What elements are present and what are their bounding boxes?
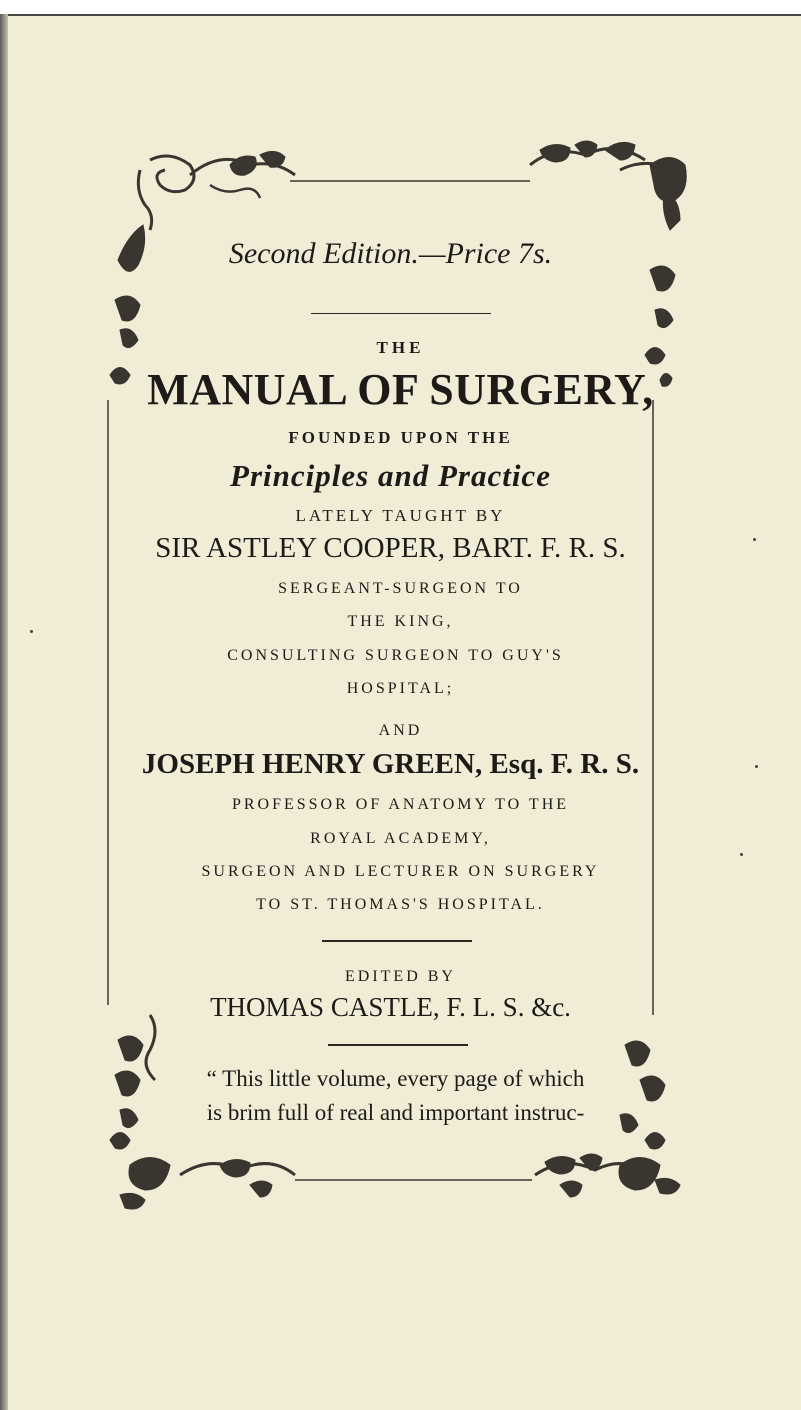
title-article: THE xyxy=(376,338,425,357)
book-title: MANUAL OF SURGERY, xyxy=(147,365,654,414)
lately-line: LATELY TAUGHT BY xyxy=(295,506,506,525)
paper-speck xyxy=(740,853,743,856)
paper-speck xyxy=(753,538,756,541)
divider-rule xyxy=(328,1044,468,1046)
conjunction: AND xyxy=(378,722,423,739)
author-green: JOSEPH HENRY GREEN, Esq. F. R. S. xyxy=(141,748,640,780)
author-role: HOSPITAL; xyxy=(346,680,455,697)
author-role: CONSULTING SURGEON TO GUY'S xyxy=(227,647,564,664)
edited-by-line: EDITED BY xyxy=(345,968,456,985)
paper-speck xyxy=(30,630,33,633)
founded-line: FOUNDED UPON THE xyxy=(288,428,513,447)
quote-line: “ This little volume, every page of which xyxy=(206,1066,585,1091)
author-role: SERGEANT-SURGEON TO xyxy=(278,580,523,597)
paper-speck xyxy=(755,765,758,768)
author-role: SURGEON AND LECTURER ON SURGERY xyxy=(201,863,600,880)
divider-rule xyxy=(322,940,472,942)
editor-name: THOMAS CASTLE, F. L. S. &c. xyxy=(210,992,571,1022)
author-role: PROFESSOR OF ANATOMY TO THE xyxy=(231,796,570,813)
edition-price: Second Edition.—Price 7s. xyxy=(228,237,553,270)
subtitle: Principles and Practice xyxy=(230,458,551,493)
author-role: TO ST. THOMAS'S HOSPITAL. xyxy=(256,896,545,913)
author-role: THE KING, xyxy=(347,613,454,630)
author-role: ROYAL ACADEMY, xyxy=(310,830,491,847)
divider-rule xyxy=(311,313,491,314)
quote-line: is brim full of real and important instruc- xyxy=(206,1100,585,1125)
author-cooper: SIR ASTLEY COOPER, BART. F. R. S. xyxy=(155,532,626,564)
